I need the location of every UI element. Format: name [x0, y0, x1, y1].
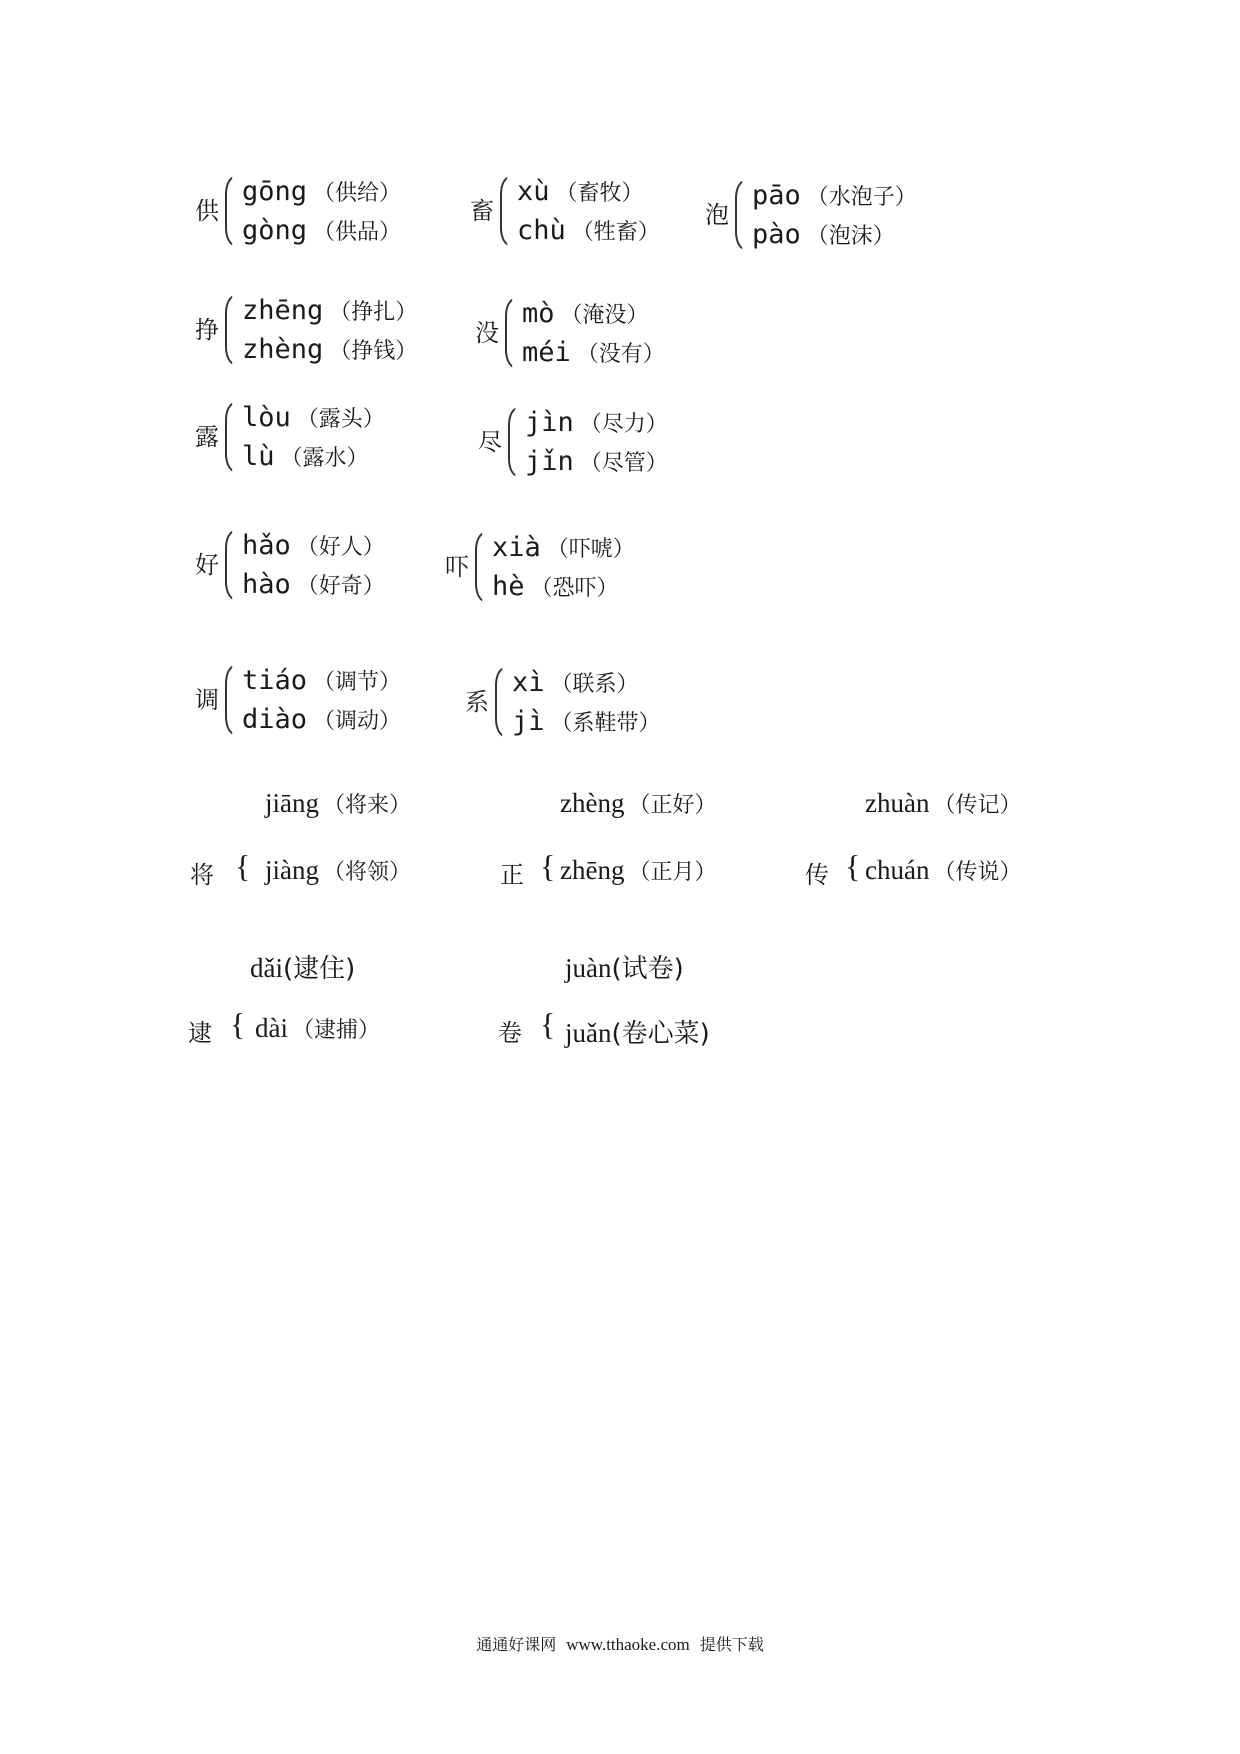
example-word: （传记） [933, 793, 1022, 818]
pinyin: tiáo [242, 665, 308, 696]
brace-icon [225, 295, 237, 365]
pinyin: chù [517, 215, 566, 246]
brace-icon: { [230, 1006, 246, 1042]
pinyin: mò [522, 298, 555, 329]
example-word: （调动） [313, 709, 402, 734]
brace-icon: { [845, 848, 861, 884]
example-word: (试卷) [611, 954, 684, 984]
brace-icon [225, 176, 237, 246]
pinyin: juǎn [565, 1018, 612, 1048]
pinyin: juàn [565, 953, 612, 983]
brace-icon: { [235, 848, 251, 884]
example-word: （水泡子） [806, 185, 917, 210]
brace-icon [508, 407, 520, 477]
polyphone-char: 尽 [478, 428, 502, 456]
polyphone-char: 没 [475, 319, 499, 347]
pinyin-top-line [250, 948, 355, 985]
polyphone-char: 传 [805, 861, 829, 889]
pinyin-top-line [265, 788, 411, 819]
pinyin: jì [512, 706, 545, 737]
polyphone-group [195, 295, 417, 365]
polyphone-char: 将 [190, 861, 214, 889]
pinyin: jǐn [525, 446, 574, 477]
example-word: （没有） [576, 342, 665, 367]
polyphone-char: 卷 [498, 1019, 522, 1047]
page-footer [0, 1632, 1240, 1655]
polyphone-char: 好 [195, 551, 219, 579]
footer-url[interactable]: www.tthaoke.com [566, 1635, 690, 1654]
example-word: （供品） [313, 220, 402, 245]
brace-icon [495, 667, 507, 737]
footer-note: 提供下载 [699, 1635, 764, 1654]
polyphone-group [475, 298, 665, 368]
example-word: （淹没） [560, 303, 649, 328]
example-word: （将来） [323, 793, 412, 818]
example-word: （恐吓） [530, 576, 619, 601]
polyphone-char: 系 [465, 688, 489, 716]
pinyin-bottom-line [265, 855, 411, 886]
example-word: (卷心菜) [611, 1019, 710, 1049]
polyphone-group [478, 407, 668, 477]
example-word: （挣扎） [329, 300, 418, 325]
brace-icon: { [540, 848, 556, 884]
pinyin: jiāng [265, 788, 319, 818]
pinyin: pāo [752, 180, 801, 211]
pinyin: zhèng [560, 788, 625, 818]
pinyin: zhēng [560, 855, 625, 885]
polyphone-group [195, 665, 401, 735]
polyphone-group [195, 530, 385, 600]
brace-icon [735, 180, 747, 250]
pinyin-bottom-line [865, 855, 1021, 886]
polyphone-group [465, 667, 661, 737]
example-word: （畜牧） [555, 181, 644, 206]
polyphone-char: 供 [195, 197, 219, 225]
pinyin: zhèng [242, 334, 324, 365]
pinyin: hào [242, 569, 291, 600]
pinyin: pào [752, 219, 801, 250]
brace-icon [225, 402, 237, 472]
polyphone-char: 挣 [195, 316, 219, 344]
pinyin-top-line [565, 948, 684, 985]
pinyin: dài [255, 1013, 288, 1043]
polyphone-char: 逮 [188, 1019, 212, 1047]
pinyin: gòng [242, 215, 308, 246]
polyphone-char: 调 [195, 686, 219, 714]
example-word: （正好） [628, 793, 717, 818]
polyphone-group [445, 532, 635, 602]
brace-icon: { [540, 1006, 556, 1042]
pinyin: xì [512, 667, 545, 698]
example-word: (逮住) [283, 954, 356, 984]
polyphone-group [195, 176, 401, 246]
pinyin: lù [242, 441, 275, 472]
pinyin: chuán [865, 855, 930, 885]
polyphone-group [705, 180, 917, 250]
brace-icon [225, 665, 237, 735]
example-word: （正月） [628, 860, 717, 885]
example-word: （调节） [313, 670, 402, 695]
example-word: （联系） [550, 672, 639, 697]
example-word: （吓唬） [546, 537, 635, 562]
polyphone-char: 畜 [470, 197, 494, 225]
pinyin: lòu [242, 402, 291, 433]
example-word: （系鞋带） [550, 711, 661, 736]
pinyin-top-line [560, 788, 716, 819]
pinyin: hǎo [242, 530, 291, 561]
example-word: （挣钱） [329, 339, 418, 364]
polyphone-group [195, 402, 385, 472]
example-word: （供给） [313, 181, 402, 206]
pinyin: dǎi [250, 953, 283, 983]
pinyin: diào [242, 704, 308, 735]
example-word: （好奇） [296, 574, 385, 599]
pinyin-bottom-line [560, 855, 716, 886]
brace-icon [225, 530, 237, 600]
pinyin-top-line [865, 788, 1021, 819]
polyphone-char: 露 [195, 423, 219, 451]
example-word: （尽力） [579, 412, 668, 437]
polyphone-char: 泡 [705, 201, 729, 229]
pinyin: gōng [242, 176, 308, 207]
polyphone-char: 正 [500, 861, 524, 889]
example-word: （传说） [933, 860, 1022, 885]
brace-icon [475, 532, 487, 602]
pinyin: zhuàn [865, 788, 930, 818]
example-word: （逮捕） [292, 1018, 381, 1043]
example-word: （泡沫） [806, 224, 895, 249]
example-word: （露头） [296, 407, 385, 432]
pinyin: jiàng [265, 855, 319, 885]
example-word: （好人） [296, 535, 385, 560]
example-word: （将领） [323, 860, 412, 885]
brace-icon [505, 298, 517, 368]
example-word: （尽管） [579, 451, 668, 476]
example-word: （牲畜） [571, 220, 660, 245]
brace-icon [500, 176, 512, 246]
pinyin-bottom-line [565, 1013, 710, 1050]
pinyin: jìn [525, 407, 574, 438]
polyphone-char: 吓 [445, 553, 469, 581]
footer-site-name: 通通好课网 [476, 1635, 557, 1654]
polyphone-group [470, 176, 660, 246]
pinyin: hè [492, 571, 525, 602]
example-word: （露水） [280, 446, 369, 471]
pinyin-bottom-line [255, 1013, 380, 1044]
pinyin: xià [492, 532, 541, 563]
pinyin: xù [517, 176, 550, 207]
pinyin: zhēng [242, 295, 324, 326]
pinyin: méi [522, 337, 571, 368]
